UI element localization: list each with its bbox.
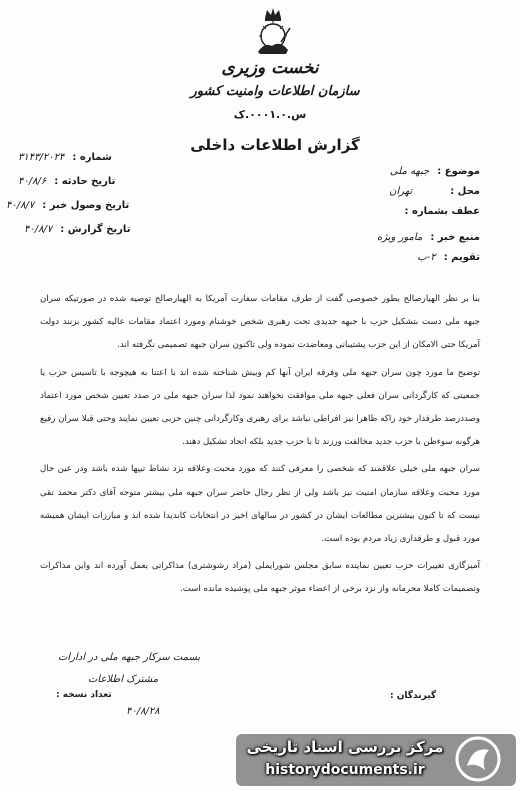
archive-logo-icon	[455, 736, 501, 782]
source-value: مامور ویژه	[377, 232, 423, 243]
number-value: ۳۱۴۳/۲۰۲۴	[18, 152, 65, 163]
form-code: س.۰۰۰۱.۰.ک	[233, 108, 307, 121]
received-date-field	[6, 200, 129, 211]
ministry-title: نخست وزیری	[221, 58, 319, 78]
event-date-label: تاریخ حادثه :	[54, 176, 116, 187]
report-date-value: ۴۰/۸/۷	[24, 224, 53, 235]
event-date-value: ۴۰/۸/۶	[18, 176, 47, 187]
body-paragraph: آمیزگاری تغییرات حزب تعیین نماینده سابق مجلس شورایملی (مراد رشوشتری) مذاکراتی بعمل آورده اند واین مذاکرات وتصمیمات کاملا محرمانه واز نزد برخی از اعضاء موثر جبهه ملی پوشیده مانده است.	[40, 561, 480, 595]
body-paragraph: توضیح ما مورد چون سران جبهه ملی وفرقه ایران آنها کم وبیش شناخته شده اند با اعتنا به هیچوجه با تاسیس حزب یا جمعیتی که کارگردانی سران فعلی جبهه ملی موافقت نخواهند نمود لذا سران جبهه ملی در صدد تعیین شخص مورد اعتماد وصددرصد طرفدار خود راکه ظاهرا نیز افراطی نباشد برای رهبری وکارگردانی چنین حزبی تعیین نمایند وحتی قبلا سران رفیع هرگونه سوءظن با حزب جدید مخالفت ورزند تا با حزب جدید بلکه اتحاد تشکیل دهند.	[40, 367, 480, 448]
location-label: محل :	[450, 186, 480, 197]
report-body	[40, 288, 480, 602]
subject-label: موضوع :	[437, 166, 480, 177]
report-title: گزارش اطلاعات داخلی	[190, 136, 360, 154]
watermark-url: historydocuments.ir	[265, 762, 425, 778]
signature-date: ۴۰/۸/۲۸	[126, 706, 160, 717]
watermark-title: مرکز بررسی اسناد تاریخی	[246, 738, 444, 756]
subject-field	[390, 166, 480, 177]
lion-and-sun-emblem	[250, 6, 296, 58]
report-date-label: تاریخ گزارش :	[60, 224, 131, 235]
rating-field	[417, 252, 480, 263]
rating-value: ۲-ب	[417, 252, 436, 263]
number-field	[18, 152, 112, 163]
rating-label: تقویم :	[443, 252, 480, 263]
source-field	[377, 232, 480, 243]
subject-value: جبهه ملی	[389, 166, 430, 177]
received-date-value: ۴۰/۸/۷	[6, 200, 35, 211]
copies-label: تعداد نسخه :	[56, 690, 112, 700]
signature-line-1: بسمت سرکار جبهه ملی در ادارات	[58, 652, 201, 663]
signature-line-2: مشترک اطلاعات	[88, 674, 159, 685]
received-date-label: تاریخ وصول خبر :	[42, 200, 130, 211]
receivers-label: گیرندگان :	[390, 691, 437, 701]
reference-label: عطف بشماره :	[404, 206, 480, 217]
source-label: منبع خبر :	[430, 232, 480, 243]
event-date-field	[18, 176, 115, 187]
organization-title: سازمان اطلاعات وامنیت کشور	[190, 84, 360, 99]
body-paragraph: بنا بر نظر الهیارصالح بطور خصوصی گفت از طرف مقامات سفارت آمریکا به الهیارصالح توصیه شده در صورتیکه سران جبهه ملی دست بتشکیل حزب با جبهه جدیدی تحت رهبری شخص خوشنام ومورد اعتماد مقامات عالیه کشور بزنند دولت آمریکا حتی الامکان از این حزب پشتیبانی ومعاضدت نموده ولی تاکنون سران جبهه تصمیمی نگرفته اند.	[40, 294, 480, 351]
location-value: تهران	[389, 186, 413, 197]
report-date-field	[24, 224, 130, 235]
reference-field	[405, 206, 481, 217]
number-label: شماره :	[72, 152, 112, 163]
body-paragraph: سران جبهه ملی خیلی علاقمند که شخصی را معرفی کنند که مورد محبت وعلاقه نزد نشاط تیپها شده باشد ودر عین حال مورد محبت وعلاقه سازمان امنیت نیز باشد ولی از نظر رجال حاضر سران جبهه ملی بیشتر متوجه آقای دکتر محمد تقی نیست که تا کنون بیشترین مطالعات ایشان در کشور در سالهای اخیر در انتخابات کاندیدا شده اند و مبارزات ایشان همیشه مورد قبول و طرفداری زیاد مردم بوده است.	[40, 464, 480, 545]
location-field	[389, 186, 480, 197]
